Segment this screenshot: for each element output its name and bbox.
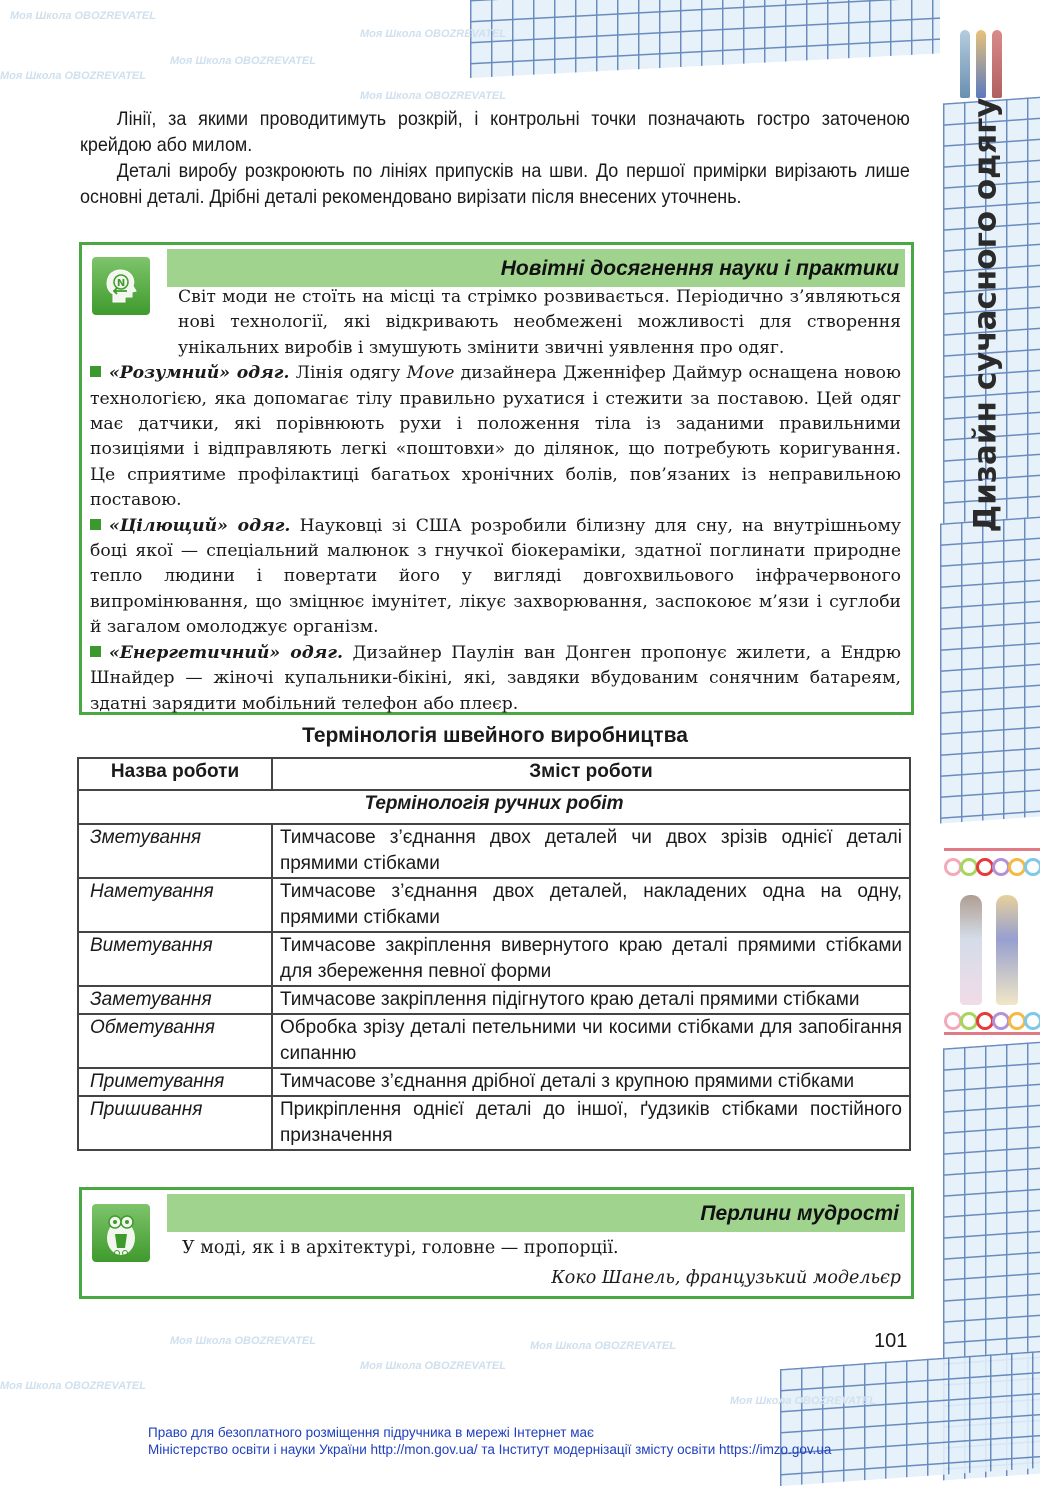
footer-line: Міністерство освіти і науки України http://mon.gov.ua/ та Інститут модернізації змісту освіти https://imzo.gov.ua: [148, 1442, 832, 1457]
brand-name: Move: [406, 363, 455, 384]
intro-paragraph: Деталі виробу розкроюють по лініях припусків на шви. До першої примірки вирізають лише основні деталі. Дрібні деталі рекомендовано вирізати після внесених уточнень.: [80, 160, 910, 208]
term-name: Зметування: [78, 824, 272, 878]
table-title: Термінологія швейного виробництва: [302, 724, 688, 747]
watermark-text: Моя Школа OBOZREVATEL: [170, 1335, 316, 1347]
graph-paper-decoration-top: [470, 0, 940, 78]
svg-text:N: N: [116, 278, 126, 289]
quote-text: У моді, як і в архітектурі, головне — пропорції.: [182, 1238, 619, 1258]
wisdom-box: [79, 1187, 914, 1299]
term-description: Тимчасове закріплення підігнутого краю деталі прямими стібками: [272, 986, 910, 1014]
term-description: Тимчасове закріплення вивернутого краю деталі прямими стібками для збереження певної форми: [272, 932, 910, 986]
table-header-row: [78, 758, 910, 790]
box-title: Новітні досягнення науки і практики: [167, 249, 905, 287]
chapter-title-text: Дизайн сучасного одягу: [967, 97, 1003, 533]
watermark-text: Моя Школа OBOZREVATEL: [730, 1395, 876, 1407]
table-row: [78, 1068, 910, 1096]
table-row: [78, 878, 910, 932]
quote-author: Коко Шанель, французький модельєр: [551, 1268, 901, 1288]
table-row: [78, 932, 910, 986]
term-name: Заметування: [78, 986, 272, 1014]
table-subheader: Термінологія ручних робіт: [78, 790, 910, 824]
item-text: Лінія одягу: [289, 363, 407, 384]
chapter-side-title: [945, 97, 1025, 533]
science-practice-box: [79, 242, 914, 715]
column-header: Зміст роботи: [272, 758, 910, 790]
watermark-text: Моя Школа OBOZREVATEL: [0, 70, 146, 82]
terminology-table: [77, 757, 911, 1151]
term-name: Пришивання: [78, 1096, 272, 1150]
copyright-footer: [148, 1424, 831, 1458]
footer-line: Право для безоплатного розміщення підручника в мережі Інтернет має: [148, 1425, 594, 1440]
table-row: [78, 986, 910, 1014]
box-title: Перлини мудрості: [167, 1194, 905, 1232]
term-description: Прикріплення однієї деталі до іншої, ґудзиків стібками постійного призначення: [272, 1096, 910, 1150]
watermark-text: Моя Школа OBOZREVATEL: [360, 1360, 506, 1372]
table-subheader-row: [78, 790, 910, 824]
term-description: Обробка зрізу деталі петельними чи косими стібками для запобігання сипанню: [272, 1014, 910, 1068]
square-bullet-icon: [90, 646, 101, 657]
watermark-text: Моя Школа OBOZREVATEL: [10, 10, 156, 22]
ring-border-decoration: [944, 1012, 1040, 1030]
owl-icon: [92, 1204, 150, 1262]
graph-paper-decoration-side-mid: [940, 517, 1040, 824]
term-label: «Розумний» одяг.: [109, 363, 290, 384]
term-description: Тимчасове з’єднання двох деталей, накладених одна на одну, прямими стібками: [272, 878, 910, 932]
list-item-energy-clothing: [90, 641, 901, 717]
watermark-text: Моя Школа OBOZREVATEL: [360, 90, 506, 102]
table-row: [78, 824, 910, 878]
table-row: [78, 1096, 910, 1150]
column-header: Назва роботи: [78, 758, 272, 790]
square-bullet-icon: [90, 366, 101, 377]
square-bullet-icon: [90, 519, 101, 530]
term-description: Тимчасове з’єднання двох деталей чи двох зрізів однієї деталі прямими стібками: [272, 824, 910, 878]
page-number: 101: [874, 1330, 908, 1352]
watermark-text: Моя Школа OBOZREVATEL: [530, 1340, 676, 1352]
box-body: [90, 285, 901, 717]
watermark-text: Моя Школа OBOZREVATEL: [0, 1380, 146, 1392]
list-item-healing-clothing: [90, 514, 901, 641]
term-label: «Енергетичний» одяг.: [109, 642, 343, 663]
fashion-sketch-panel: [940, 840, 1040, 1040]
term-name: Обметування: [78, 1014, 272, 1068]
ring-border-decoration: [944, 858, 1040, 876]
table-row: [78, 1014, 910, 1068]
fashion-sketch-figures-top: [926, 20, 1036, 98]
term-name: Наметування: [78, 878, 272, 932]
two-women-sketch: [960, 895, 1018, 1005]
term-name: Приметування: [78, 1068, 272, 1096]
term-description: Тимчасове з’єднання дрібної деталі з крупною прямими стібками: [272, 1068, 910, 1096]
term-name: Виметування: [78, 932, 272, 986]
box-lead-text: Світ моди не стоїть на місці та стрімко розвивається. Періодично з’являються нові технології, які відкривають необмежені можливості для створення унікальних виробів і змушують змінити звичні уявлення про одяг.: [178, 287, 901, 358]
graph-paper-decoration-bottom: [780, 1351, 1040, 1486]
item-text: Науковці зі США розробили білизну для сну, на внутрішньому боці якої — спеціальний малюнок з гнучкої біокераміки, здатної поглинати природне тепло людини і повертати його у вигляді довгохвильового інфрачервоного випромінювання, що зміцнює імунітет, лікує захворювання, заспокоює м’язи і суглоби й загалом омолоджує організм.: [90, 515, 901, 638]
item-text: Дизайнер Паулін ван Донген пропонує жилети, а Ендрю Шнайдер — жіночі купальники-бікіні, які, завдяки вбудованим сонячним батареям, здатні зарядити мобільний телефон або плеєр.: [90, 642, 901, 714]
item-text: дизайнера Дженніфер Даймур оснащена новою технологією, яка допомагає тілу правильно рухатися і стежити за поставою. Цей одяг має датчики, які порівнюють рухи і положення тіла із заданими правильними позиціями і відправляють легкі «поштовхи» до ділянок, що потребують коригування. Це сприятиме профілактиці багатьох хронічних болів, пов’язаних із неправильною поставою.: [90, 363, 901, 511]
list-item-smart-clothing: [90, 361, 901, 513]
watermark-text: Моя Школа OBOZREVATEL: [360, 28, 506, 40]
watermark-text: Моя Школа OBOZREVATEL: [170, 55, 316, 67]
intro-paragraph: Лінії, за якими проводитимуть розкрій, і контрольні точки позначають гостро заточеною крейдою або милом.: [80, 108, 910, 156]
term-label: «Цілющий» одяг.: [109, 515, 291, 536]
